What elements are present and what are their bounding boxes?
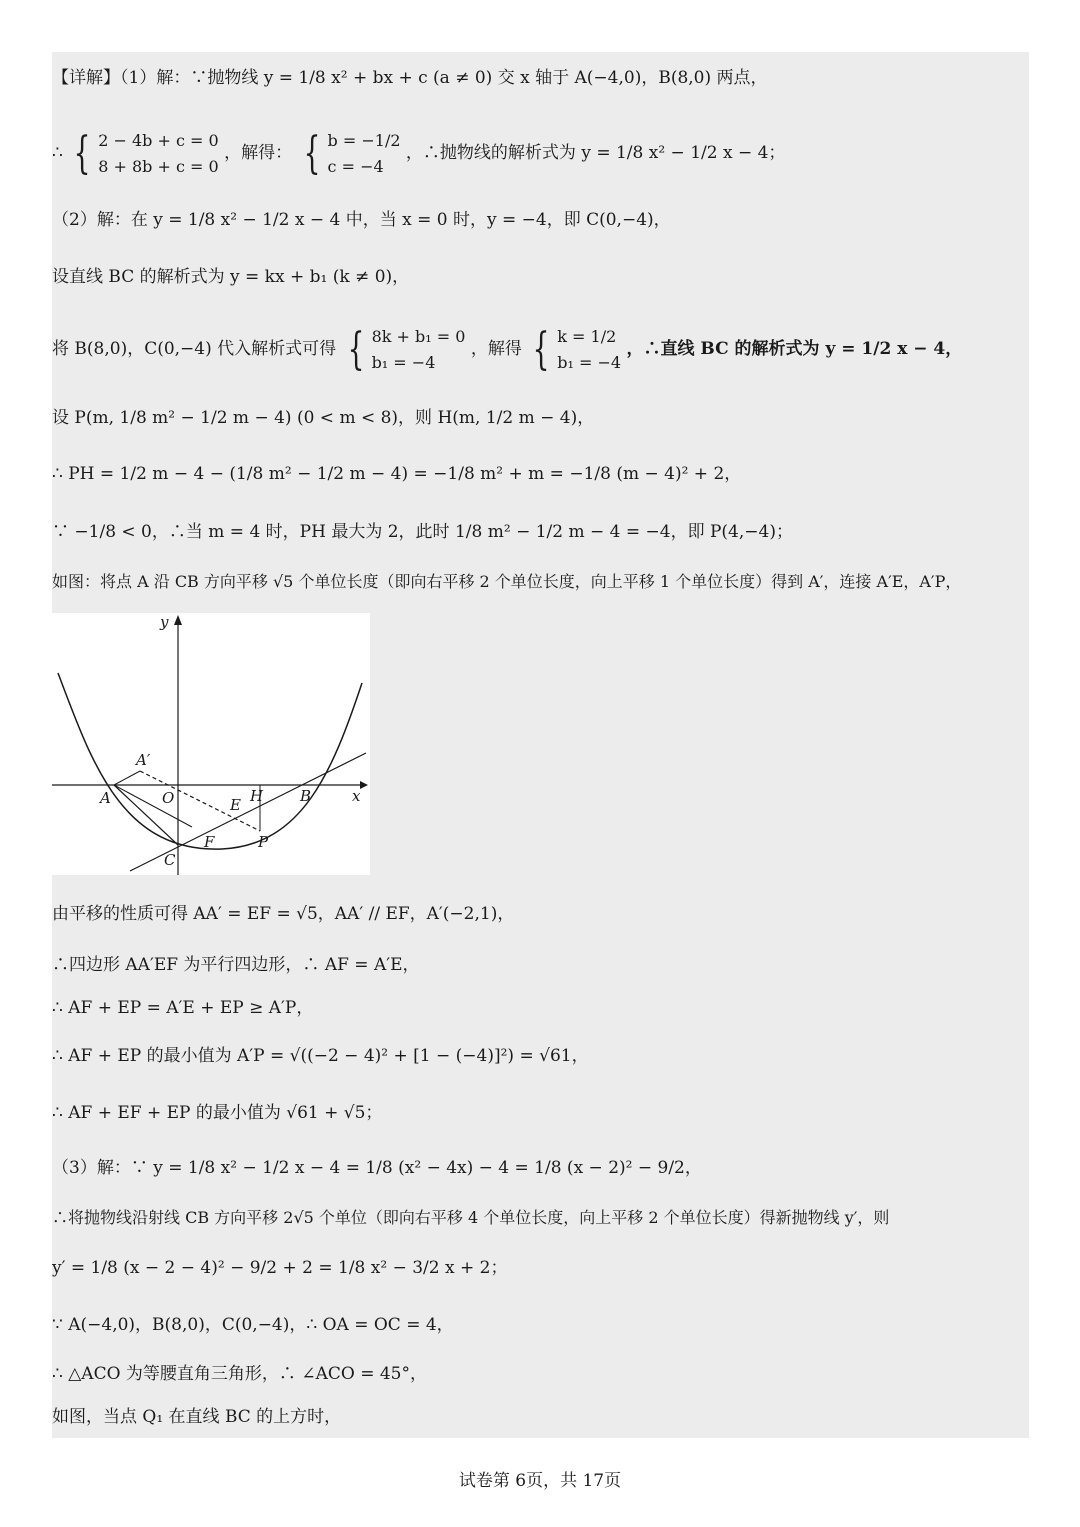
line-5: 将 B(8,0)，C(0,−4) 代入解析式可得 { 8k + b₁ = 0 b₁ = −4 ，解得 { k = 1/2 b₁ = −4 ，∴直线 BC 的解析式为 y = 1/2 x − 4，: [52, 323, 963, 375]
line-10: 由平移的性质可得 AA′ = EF = √5，AA′ // EF，A′(−2,1)，: [52, 904, 515, 924]
figure-svg: [52, 613, 370, 875]
label-h: H: [250, 787, 264, 805]
line-13: ∴ AF + EP 的最小值为 A′P = √((−2 − 4)² + [1 − (−4)]²) = √61，: [52, 1046, 589, 1066]
y-axis-arrow: [174, 615, 182, 625]
label-e: E: [230, 796, 241, 814]
label-o: O: [162, 789, 175, 807]
line-17: y′ = 1/8 (x − 2 − 4)² − 9/2 + 2 = 1/8 x² − 3/2 x + 2；: [52, 1258, 508, 1278]
parabola-figure: [52, 613, 370, 875]
line-16: ∴将抛物线沿射线 CB 方向平移 2√5 个单位（即向右平移 4 个单位长度，向上平移 2 个单位长度）得新抛物线 y′，则: [52, 1208, 890, 1227]
line-7: ∴ PH = 1/2 m − 4 − (1/8 m² − 1/2 m − 4) = −1/8 m² + m = −1/8 (m − 4)² + 2，: [52, 464, 742, 484]
system-1: { 2 − 4b + c = 0 8 + 8b + c = 0: [73, 127, 219, 179]
line-9: 如图：将点 A 沿 CB 方向平移 √5 个单位长度（即向右平移 2 个单位长度，向上平移 1 个单位长度）得到 A′，连接 A′E，A′P，: [52, 572, 962, 591]
x-axis-arrow: [360, 781, 368, 789]
line-8: ∵ −1/8 < 0，∴当 m = 4 时，PH 最大为 2，此时 1/8 m² − 1/2 m − 4 = −4，即 P(4,−4)；: [52, 522, 793, 542]
label-a: A: [100, 789, 111, 807]
line-4: 设直线 BC 的解析式为 y = kx + b₁ (k ≠ 0)，: [52, 267, 410, 287]
line-20: 如图，当点 Q₁ 在直线 BC 的上方时，: [52, 1407, 342, 1427]
system-3: { 8k + b₁ = 0 b₁ = −4: [347, 323, 466, 375]
line-18: ∵ A(−4,0)，B(8,0)，C(0,−4)，∴ OA = OC = 4，: [52, 1315, 454, 1335]
label-x: x: [352, 787, 361, 805]
line-12: ∴ AF + EP = A′E + EP ≥ A′P，: [52, 998, 314, 1018]
line-11: ∴四边形 AA′EF 为平行四边形，∴ AF = A′E，: [52, 955, 420, 975]
page-footer: 试卷第 6页，共 17页: [458, 1471, 622, 1491]
label-f: F: [204, 833, 215, 851]
label-y: y: [160, 613, 169, 631]
segment-aa-prime: [114, 771, 140, 785]
system-4: { k = 1/2 b₁ = −4: [532, 323, 622, 375]
label-c: C: [164, 851, 176, 869]
line-19: ∴ △ACO 为等腰直角三角形，∴ ∠ACO = 45°，: [52, 1364, 427, 1384]
segment-a-prime-p: [140, 771, 260, 831]
line-2: ∴ { 2 − 4b + c = 0 8 + 8b + c = 0 ，解得： { b = −1/2 c = −4 ，∴抛物线的解析式为 y = 1/8 x² − 1/2 x − 4；: [52, 127, 786, 179]
system-2: { b = −1/2 c = −4: [303, 127, 401, 179]
label-a-prime: A′: [136, 751, 151, 769]
line-1: 【详解】（1）解：∵抛物线 y = 1/8 x² + bx + c (a ≠ 0) 交 x 轴于 A(−4,0)，B(8,0) 两点，: [52, 68, 768, 88]
line-6: 设 P(m, 1/8 m² − 1/2 m − 4) (0 < m < 8)，则 H(m, 1/2 m − 4)，: [52, 408, 595, 428]
parabola-curve: [58, 673, 362, 849]
label-b: B: [300, 787, 312, 805]
label-p: P: [258, 833, 269, 851]
line-15: （3）解：∵ y = 1/8 x² − 1/2 x − 4 = 1/8 (x² − 4x) − 4 = 1/8 (x − 2)² − 9/2，: [52, 1158, 702, 1178]
line-14: ∴ AF + EF + EP 的最小值为 √61 + √5；: [52, 1103, 383, 1123]
line-3: （2）解：在 y = 1/8 x² − 1/2 x − 4 中，当 x = 0 时，y = −4，即 C(0,−4)，: [52, 210, 671, 230]
